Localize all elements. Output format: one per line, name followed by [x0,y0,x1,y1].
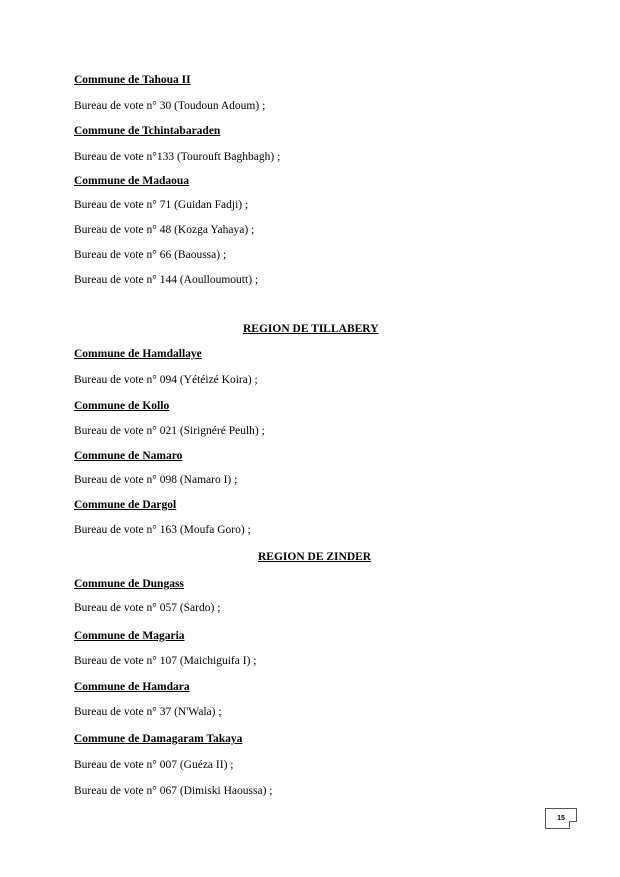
commune-heading-hamdallaye: Commune de Hamdallaye [74,348,202,360]
commune-heading-dargol: Commune de Dargol [74,499,177,511]
polling-station-item: Bureau de vote n° 021 (Sirignéré Peulh) ; [74,425,265,437]
polling-station-item: Bureau de vote n°133 (Tourouft Baghbagh) ; [74,151,281,163]
polling-station-item: Bureau de vote n° 144 (Aoulloumoutt) ; [74,274,259,286]
polling-station-item: Bureau de vote n° 71 (Guidan Fadji) ; [74,199,249,211]
polling-station-item: Bureau de vote n° 30 (Toudoun Adoum) ; [74,100,266,112]
commune-heading-magaria: Commune de Magaria [74,630,185,642]
page-number: 15 [557,815,565,822]
commune-heading-kollo: Commune de Kollo [74,400,170,412]
polling-station-item: Bureau de vote n° 66 (Baoussa) ; [74,249,227,261]
polling-station-item: Bureau de vote n° 007 (Guéza II) ; [74,759,234,771]
commune-heading-tahoua-ii: Commune de Tahoua II [74,74,191,86]
polling-station-item: Bureau de vote n° 48 (Kozga Yahaya) ; [74,224,255,236]
page-number-badge [545,808,577,829]
commune-heading-tchintabaraden: Commune de Tchintabaraden [74,125,221,137]
polling-station-item: Bureau de vote n° 094 (Yétéizé Koira) ; [74,374,258,386]
commune-heading-dungass: Commune de Dungass [74,578,184,590]
commune-heading-madaoua: Commune de Madaoua [74,175,190,187]
polling-station-item: Bureau de vote n° 107 (Maichiguifa I) ; [74,655,257,667]
polling-station-item: Bureau de vote n° 163 (Moufa Goro) ; [74,524,251,536]
commune-heading-damagaram-takaya: Commune de Damagaram Takaya [74,733,243,745]
commune-heading-hamdara: Commune de Hamdara [74,681,190,693]
polling-station-item: Bureau de vote n° 098 (Namaro I) ; [74,474,238,486]
commune-heading-namaro: Commune de Namaro [74,450,183,462]
polling-station-item: Bureau de vote n° 37 (N'Wala) ; [74,706,222,718]
region-title-zinder: REGION DE ZINDER [258,551,372,563]
folded-corner-icon [569,821,577,829]
polling-station-item: Bureau de vote n° 067 (Dimiski Haoussa) ; [74,785,273,797]
polling-station-item: Bureau de vote n° 057 (Sardo) ; [74,602,221,614]
region-title-tillabery: REGION DE TILLABERY [243,323,379,335]
